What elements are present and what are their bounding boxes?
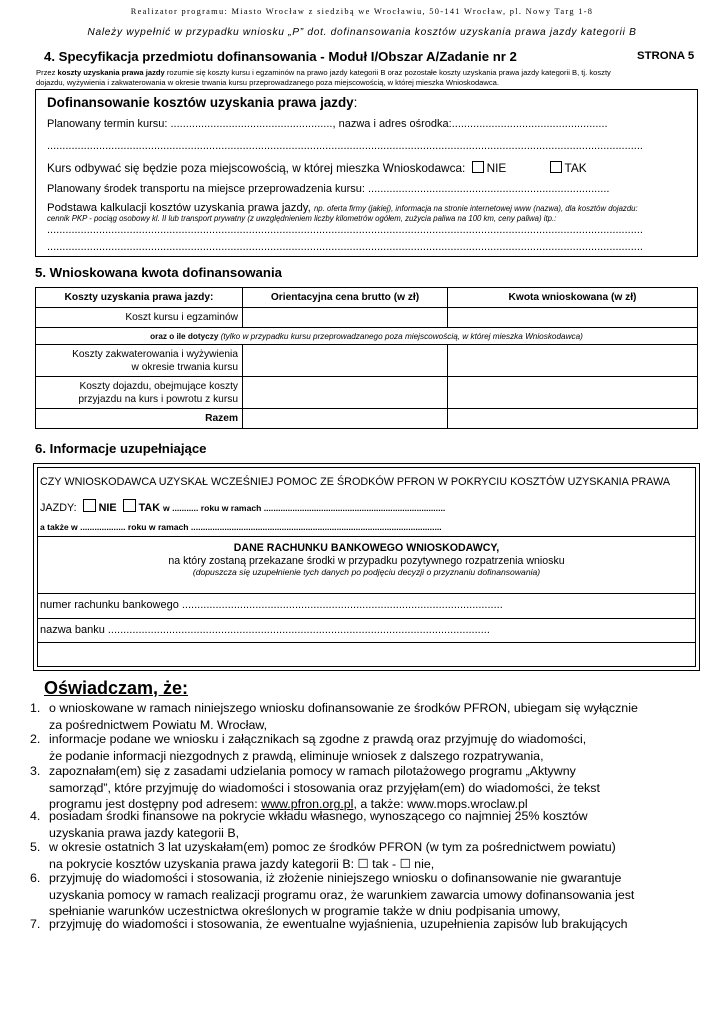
dots-line[interactable]: ................................................................................................................................................................................................... (47, 140, 643, 152)
section4-intro: Przez koszty uzyskania prawa jazdy rozumie się koszty kursu i egzaminów na prawo jazdy kategorii B oraz pozostałe koszty uzyskania prawa jazdy kategorii B, tj. koszty (36, 68, 611, 77)
travel-amount-cell[interactable] (448, 377, 698, 409)
header-note: Należy wypełnić w przypadku wniosku „P” dot. dofinansowania kosztów uzyskania prawa jazdy kategorii B (87, 27, 637, 38)
table-row (36, 377, 698, 409)
table-row (36, 328, 698, 345)
course-price-cell[interactable] (243, 308, 448, 328)
course-box (35, 89, 698, 257)
accommodation-amount-cell[interactable] (448, 345, 698, 377)
divider (38, 618, 695, 619)
realizator-header: Realizator programu: Miasto Wrocław z siedzibą we Wrocławiu, 50-141 Wrocław, pl. Nowy Targ 1-8 (130, 7, 594, 16)
total-price-cell[interactable] (243, 409, 448, 429)
bank-title: DANE RACHUNKU BANKOWEGO WNIOSKODAWCY, (233, 542, 500, 554)
prior-aid-question: CZY WNIOSKODAWCA UZYSKAŁ WCZEŚNIEJ POMOC ZE ŚRODKÓW PFRON W POKRYCIU KOSZTÓW UZYSKANIA PRAWA (40, 476, 671, 488)
info-inner-box (37, 467, 696, 667)
basis-dots-b[interactable]: ................................................................................................................................................................................................... (47, 241, 643, 253)
outside-location-question: Kurs odbywać się będzie poza miejscowością, w której mieszka Wnioskodawca: NIE TAK (47, 161, 587, 175)
bank-note: (dopuszcza się uzupełnienie tych danych po podjęciu decyzji o przyznaniu dofinansowania) (192, 567, 541, 577)
table-row (36, 308, 698, 328)
divider (38, 593, 695, 594)
basis-line: Podstawa kalkulacji kosztów uzyskania prawa jazdy, np. oferta firmy (jakiej), informacja na stronie internetowej www (nazwa), dla kosztów dojazdu: (47, 202, 638, 214)
col-header-requested: Kwota wnioskowana (w zł) (448, 288, 698, 308)
table-row (36, 409, 698, 429)
total-amount-cell[interactable] (448, 409, 698, 429)
amount-table (35, 287, 698, 429)
divider (38, 642, 695, 643)
section4-intro-line2: dojazdu, wyżywienia i zakwaterowania w okresie trwania kursu przeprowadzanego poza miejscowością, w której mieszka Wnioskodawca. (36, 78, 499, 87)
course-box-title: Dofinansowanie kosztów uzyskania prawa jazdy: (47, 95, 358, 110)
row-course-label: Koszt kursu i egzaminów (36, 308, 243, 328)
bank-subtitle: na który zostaną przekazane środki w przypadku pozytywnego rozpatrzenia wniosku (168, 555, 565, 567)
declaration-title: Oświadczam, że: (44, 678, 189, 698)
prior-aid-also[interactable]: a także w ................... roku w ramach ......................................................................................................... (40, 522, 442, 532)
accommodation-price-cell[interactable] (243, 345, 448, 377)
row-accommodation-label: Koszty zakwaterowania i wyżywienia w okresie trwania kursu (36, 345, 243, 377)
section4-title: 4. Specyfikacja przedmiotu dofinansowania - Moduł I/Obszar A/Zadanie nr 2 (44, 49, 517, 64)
nie-checkbox[interactable] (472, 161, 484, 173)
col-header-costs: Koszty uzyskania prawa jazdy: (36, 288, 243, 308)
table-row (36, 345, 698, 377)
col-header-price: Orientacyjna cena brutto (w zł) (243, 288, 448, 308)
info-outer-box (33, 463, 700, 671)
bank-name-field[interactable]: nazwa banku ............................................................................................................................. (40, 624, 490, 636)
transport-field[interactable]: Planowany środek transportu na miejsce przeprowadzenia kursu: ............................................................................... (47, 183, 610, 195)
page-number: STRONA 5 (637, 50, 695, 62)
section6-title: 6. Informacje uzupełniające (35, 441, 207, 456)
pfron-link[interactable]: www.pfron.org.pl (261, 797, 354, 812)
planned-date-field[interactable]: Planowany termin kursu: ....................................................., nazwa i adres ośrodka:................................................... (47, 118, 608, 130)
bank-account-field[interactable]: numer rachunku bankowego ......................................................................................................... (40, 599, 503, 611)
basis-dots-a[interactable]: ................................................................................................................................................................................................... (47, 224, 643, 236)
section5-title: 5. Wnioskowana kwota dofinansowania (35, 265, 282, 280)
divider (38, 536, 695, 537)
also-applicable-note: oraz o ile dotyczy (tylko w przypadku kursu przeprowadzanego poza miejscowością, w której mieszka Wnioskodawca) (36, 328, 698, 345)
prior-aid-answer: JAZDY: NIE TAK w ........... roku w ramach ............................................................................ (40, 499, 445, 514)
row-total-label: Razem (36, 409, 243, 429)
course-amount-cell[interactable] (448, 308, 698, 328)
prior-tak-checkbox[interactable] (123, 499, 136, 512)
prior-nie-checkbox[interactable] (83, 499, 96, 512)
row-travel-label: Koszty dojazdu, obejmujące koszty przyjazdu na kurs i powrotu z kursu (36, 377, 243, 409)
travel-price-cell[interactable] (243, 377, 448, 409)
basis-line2: cennik PKP - pociąg osobowy kl. II lub transport prywatny (z uwzględnieniem liczby kilometrów ogółem, zużycia paliwa na 100 km, ceny paliwa) itp.: (47, 214, 557, 223)
tak-checkbox[interactable] (550, 161, 562, 173)
